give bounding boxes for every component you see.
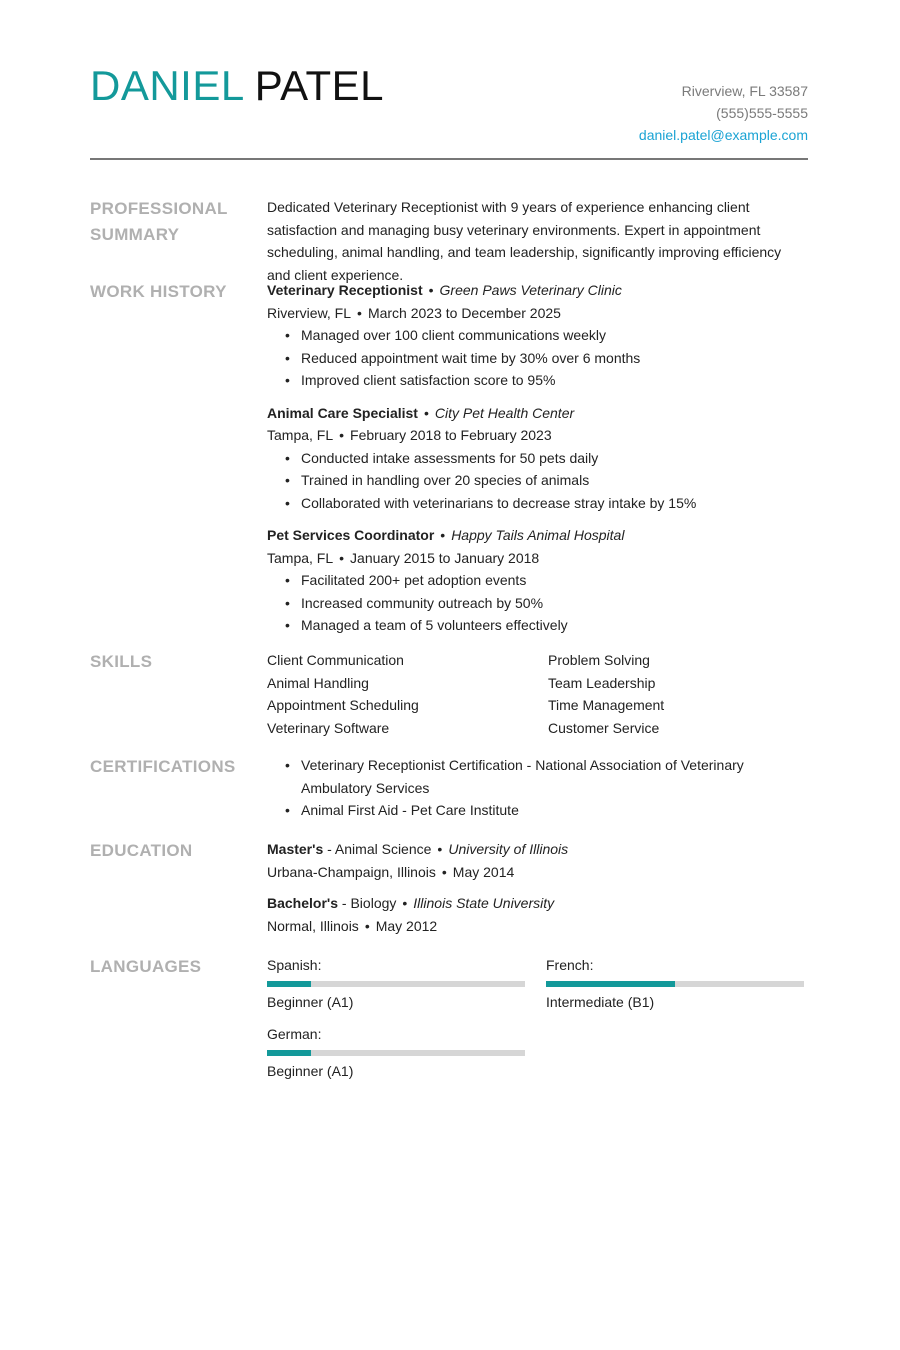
summary-text: Dedicated Veterinary Receptionist with 9 years of experience enhancing client satisfaction and managing busy veterinary environments. Expert in appointment scheduling, animal handling, and team leadership, significantly improving efficiency and client experience. xyxy=(267,199,782,283)
degree-field: - Biology xyxy=(338,895,397,911)
section-title-skills: SKILLS xyxy=(90,652,153,671)
language-proficiency-bar xyxy=(546,981,804,987)
education-section xyxy=(90,838,808,943)
job-company: Green Paws Veterinary Clinic xyxy=(439,282,622,298)
degree-field: - Animal Science xyxy=(323,841,432,857)
job-bullet: • Improved client satisfaction score to 95% xyxy=(301,369,808,392)
language-item xyxy=(267,1023,546,1082)
job-bullet: • Managed over 100 client communications weekly xyxy=(301,324,808,347)
job-bullet: • Managed a team of 5 volunteers effectively xyxy=(301,614,808,637)
language-name: German: xyxy=(267,1026,322,1042)
contact-location: Riverview, FL 33587 xyxy=(681,83,808,99)
contact-block xyxy=(639,80,808,146)
languages-grid xyxy=(267,954,808,1082)
work-history-section xyxy=(90,279,808,639)
skills-grid xyxy=(267,649,808,739)
language-name: French: xyxy=(546,957,594,973)
job-title: Veterinary Receptionist xyxy=(267,282,423,298)
job-entry: Veterinary Receptionist • Green Paws Veterinary Clinic Riverview, FL • March 2023 to December 2025 • Managed over 100 client communications weekly • Reduced appointment wait time by 30% over 6 months • Improved client satisfaction score to 95% xyxy=(267,279,808,392)
job-bullet: • Conducted intake assessments for 50 pets daily xyxy=(301,447,808,470)
school-location: Normal, Illinois xyxy=(267,917,359,934)
skill-item: Animal Handling xyxy=(267,674,369,691)
skills-section xyxy=(90,649,808,741)
language-proficiency-bar xyxy=(267,1050,525,1056)
contact-email[interactable]: daniel.patel@example.com xyxy=(638,127,808,143)
job-dates: February 2018 to February 2023 xyxy=(350,427,552,443)
job-location: Riverview, FL xyxy=(267,304,352,321)
job-bullet: • Collaborated with veterinarians to decrease stray intake by 15% xyxy=(301,492,808,515)
degree: Bachelor's xyxy=(267,895,339,911)
skill-item: Client Communication xyxy=(267,652,404,668)
education-entry: Bachelor's - Biology • Illinois State University Normal, Illinois • May 2012 xyxy=(267,895,555,934)
language-proficiency-fill xyxy=(267,981,311,987)
job-dates: March 2023 to December 2025 xyxy=(367,304,561,321)
skill-item: Time Management xyxy=(548,697,665,713)
certification-item: • Animal First Aid - Pet Care Institute xyxy=(301,799,808,822)
language-level: Intermediate (B1) xyxy=(546,993,655,1010)
languages-section xyxy=(90,954,808,1084)
summary-section xyxy=(90,196,808,283)
section-title-certifications: CERTIFICATIONS xyxy=(90,757,236,776)
first-name: DANIEL xyxy=(90,62,245,109)
job-bullet: • Reduced appointment wait time by 30% over 6 months xyxy=(301,347,808,370)
section-title-summary: PROFESSIONAL SUMMARY xyxy=(90,199,228,244)
degree: Master's xyxy=(267,841,324,857)
certifications-list xyxy=(267,754,808,822)
language-item xyxy=(546,954,808,1013)
certification-item: • Veterinary Receptionist Certification - National Association of Veterinary Ambulatory Services xyxy=(301,754,808,799)
job-bullet: • Trained in handling over 20 species of animals xyxy=(301,469,808,492)
language-level: Beginner (A1) xyxy=(267,993,354,1010)
job-bullet: • Increased community outreach by 50% xyxy=(301,592,808,615)
language-item xyxy=(267,954,546,1013)
skill-item: Team Leadership xyxy=(548,674,656,691)
graduation-date: May 2014 xyxy=(452,863,515,880)
job-company: City Pet Health Center xyxy=(434,404,575,421)
school: University of Illinois xyxy=(448,841,569,857)
skill-item: Customer Service xyxy=(548,719,660,736)
education-list xyxy=(267,838,808,946)
language-name: Spanish: xyxy=(267,957,322,973)
job-dates: January 2015 to January 2018 xyxy=(350,549,540,566)
last-name: PATEL xyxy=(254,62,385,109)
work-history-list xyxy=(267,279,808,647)
header-divider xyxy=(90,158,808,160)
language-proficiency-bar xyxy=(267,981,525,987)
graduation-date: May 2012 xyxy=(375,917,438,934)
job-location: Tampa, FL xyxy=(267,549,334,566)
language-proficiency-fill xyxy=(267,1050,311,1056)
candidate-name xyxy=(90,60,384,112)
education-entry: Master's - Animal Science • University of Illinois Urbana-Champaign, Illinois • May 2014 xyxy=(267,841,569,880)
job-location: Tampa, FL xyxy=(267,427,334,443)
contact-phone: (555)555-5555 xyxy=(716,105,808,121)
skill-item: Veterinary Software xyxy=(267,719,390,736)
certifications-section xyxy=(90,754,808,824)
language-level: Beginner (A1) xyxy=(267,1062,354,1079)
school-location: Urbana-Champaign, Illinois xyxy=(267,863,436,880)
job-entry: Animal Care Specialist • City Pet Health Center Tampa, FL • February 2018 to February 2023 • Conducted intake assessments for 50 pets daily • Trained in handling over 20 species of animals • Collaborated with veterinarians to decrease stray intake by 15% xyxy=(267,402,808,515)
skill-item: Problem Solving xyxy=(548,652,650,668)
language-proficiency-fill xyxy=(546,981,675,987)
job-title: Pet Services Coordinator xyxy=(267,527,435,543)
skill-item: Appointment Scheduling xyxy=(267,697,419,713)
job-company: Happy Tails Animal Hospital xyxy=(451,527,625,543)
school: Illinois State University xyxy=(413,895,555,911)
job-bullet: • Facilitated 200+ pet adoption events xyxy=(301,569,808,592)
job-title: Animal Care Specialist xyxy=(267,404,418,421)
section-title-languages: LANGUAGES xyxy=(90,957,202,976)
job-entry: Pet Services Coordinator • Happy Tails Animal Hospital Tampa, FL • January 2015 to January 2018 • Facilitated 200+ pet adoption events • Increased community outreach by 50% • Managed a team of 5 volunteers effectively xyxy=(267,524,808,637)
section-title-education: EDUCATION xyxy=(90,841,193,860)
section-title-work-history: WORK HISTORY xyxy=(90,282,227,301)
